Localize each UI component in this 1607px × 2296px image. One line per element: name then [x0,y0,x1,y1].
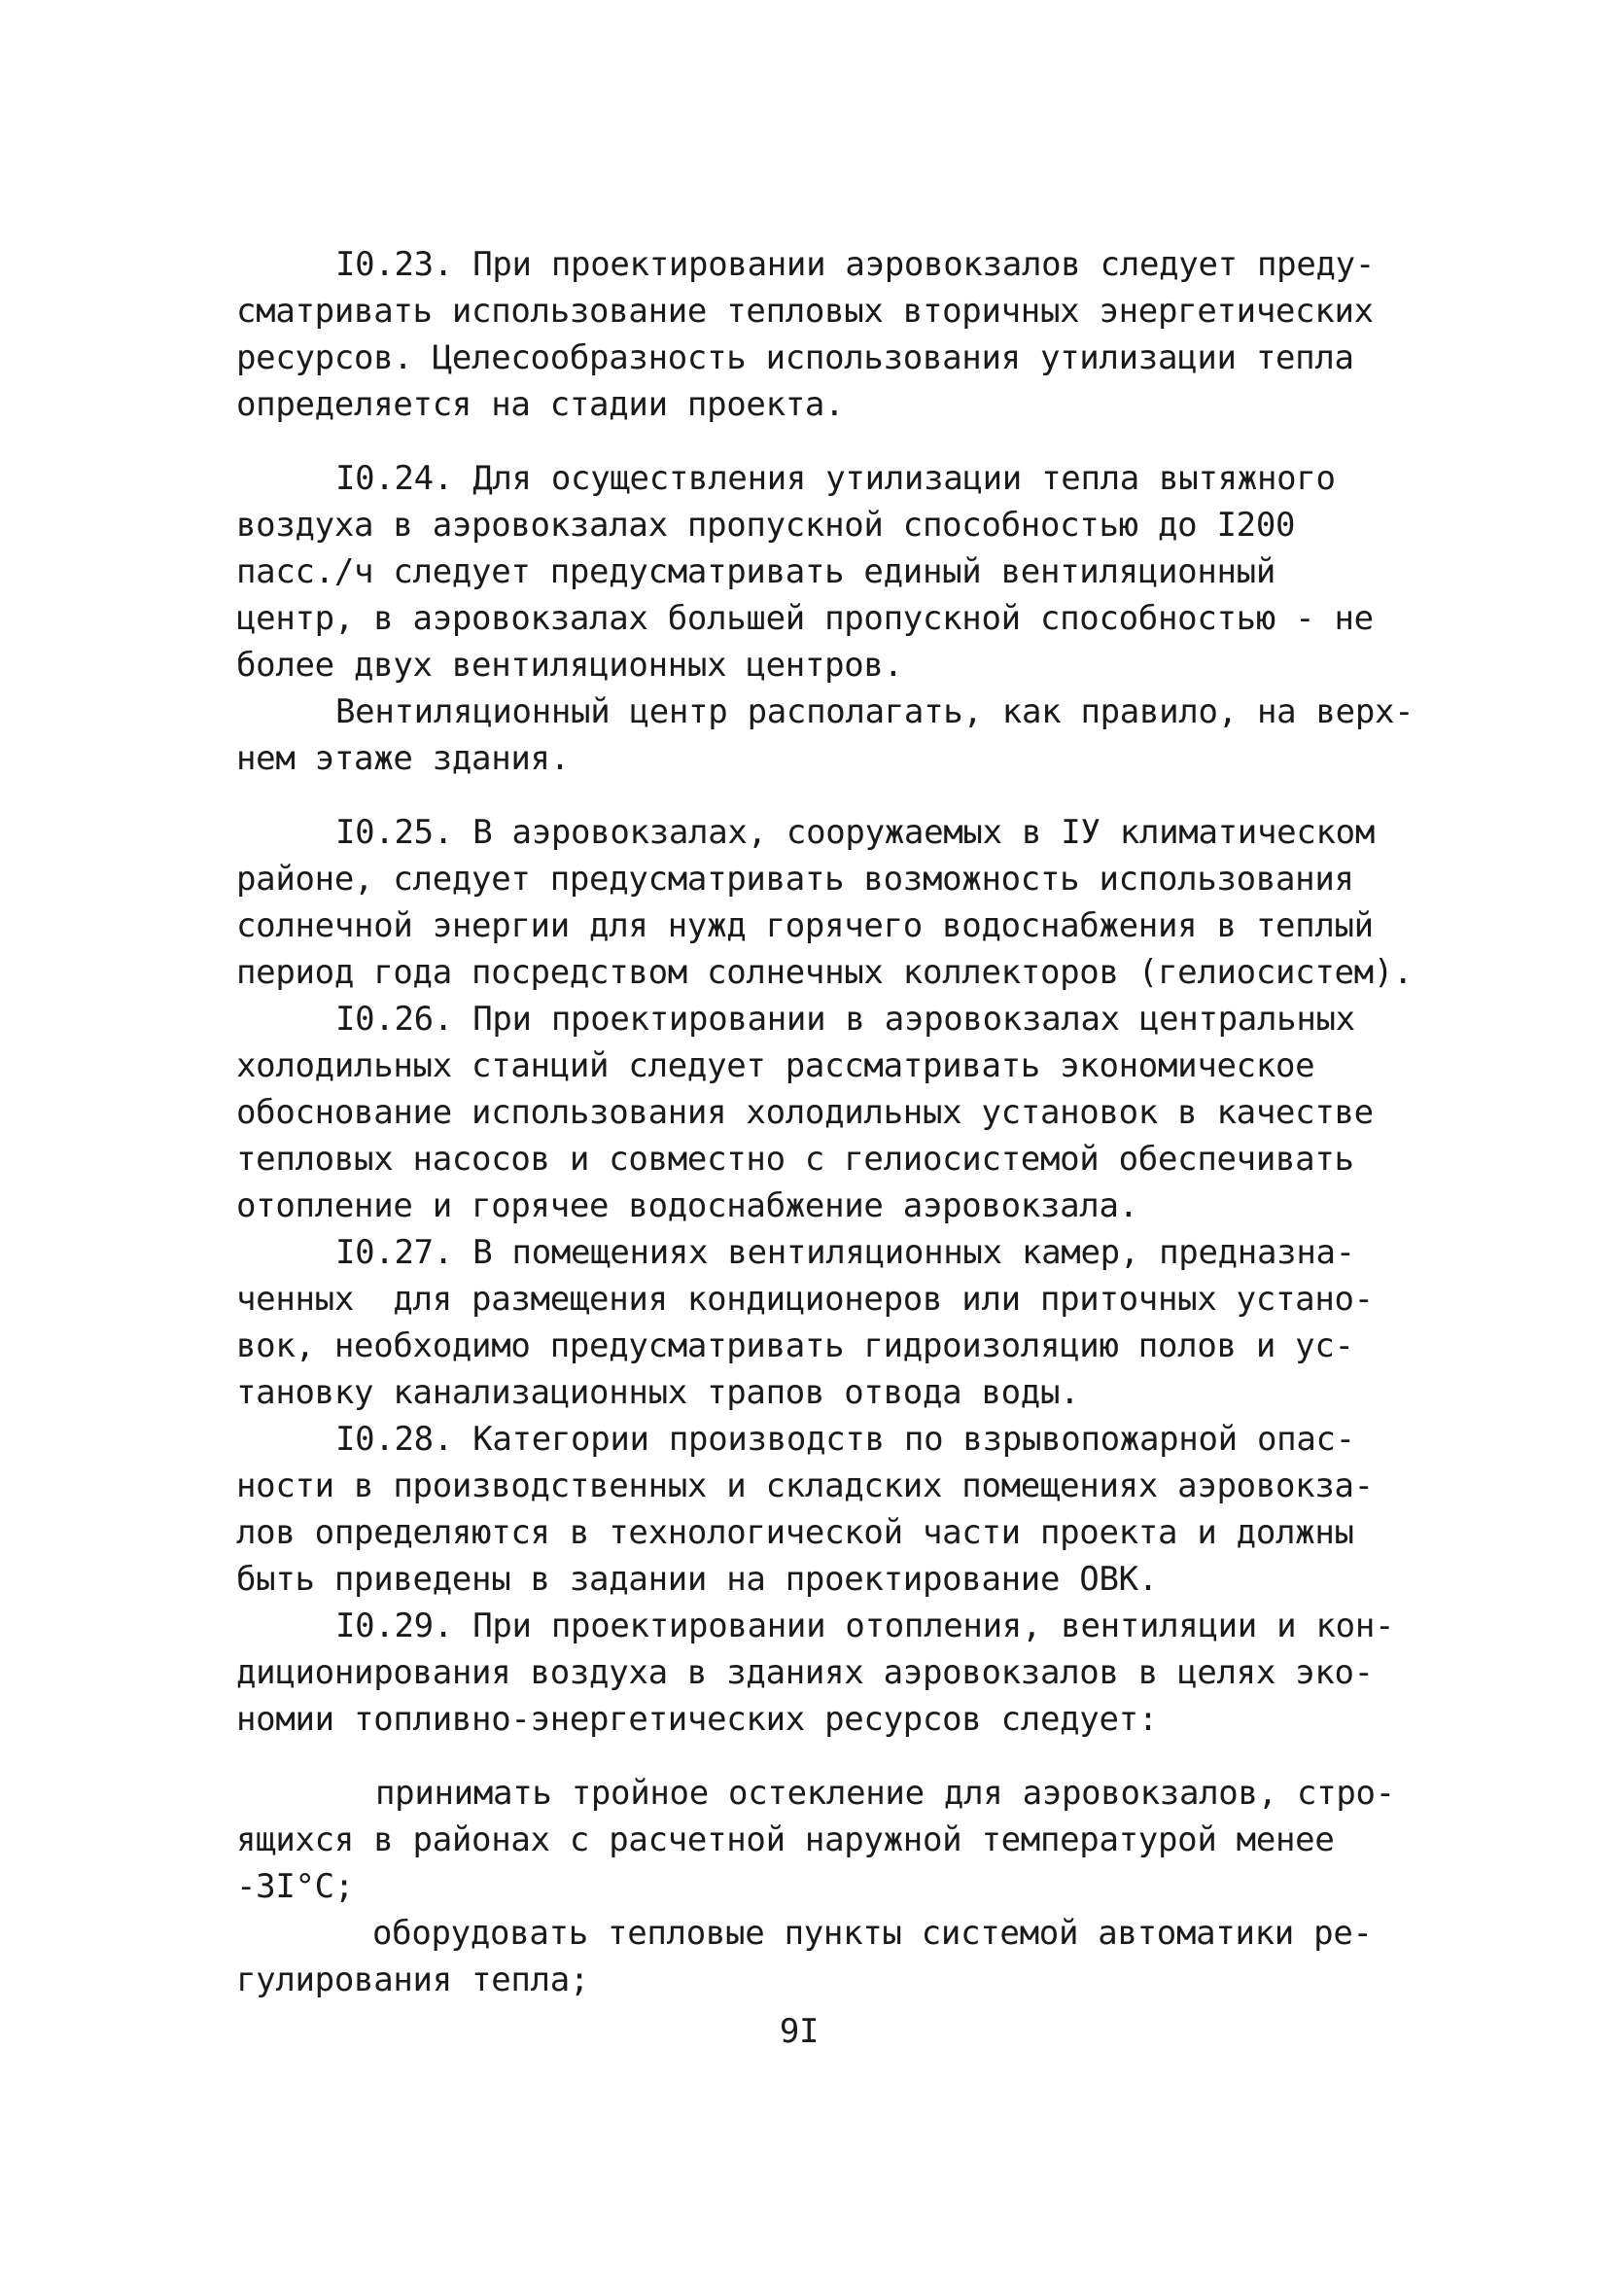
text-line: определяется на стадии проекта. [236,385,845,424]
list-item-line: принимать тройное остекление для аэровокзалов, стро- [375,1774,1395,1813]
list-item-line: ящихся в районах с расчетной наружной температурой менее [236,1820,1335,1859]
paragraph-10-24 [236,455,1415,782]
text-line: сматривать использование тепловых вторичных энергетических [236,292,1374,331]
text-line: I0.29. При проектировании отопления, вентиляции и кон- [335,1607,1395,1645]
text-line: I0.28. Категории производств по взрывопожарной опас- [335,1420,1355,1459]
text-line: отопление и горячее водоснабжение аэровокзала. [236,1186,1138,1225]
text-line: холодильных станций следует рассматривать экономическое [236,1046,1315,1085]
text-line: нем этаже здания. [236,739,570,778]
text-line: I0.26. При проектировании в аэровокзалах центральных [335,1000,1355,1039]
text-line: более двух вентиляционных центров. [236,646,903,685]
text-line: Вентиляционный центр располагать, как правило, на верх- [335,692,1415,731]
text-line: пасс./ч следует предусматривать единый вентиляционный [236,552,1275,591]
measures-list [236,1770,1395,2003]
text-line: период года посредством солнечных коллекторов (гелиосистем). [236,953,1414,992]
text-line: ченных для размещения кондиционеров или приточных устано- [236,1280,1374,1319]
text-line: районе, следует предусматривать возможность использования [236,860,1354,899]
text-line: I0.23. При проектировании аэровокзалов следует преду- [335,245,1375,284]
paragraph-gap [236,782,1383,809]
paragraph-gap [236,1743,1383,1770]
text-line: воздуха в аэровокзалах пропускной способностью до I200 [236,506,1296,545]
text-line: диционирования воздуха в зданиях аэровокзалов в целях эко- [236,1653,1374,1692]
list-item-line: -3I°С; [236,1867,355,1906]
text-line: лов определяются в технологической части проекта и должны [236,1513,1354,1552]
list-item-line: оборудовать тепловые пункты системой автоматики ре- [372,1914,1373,1953]
text-line: обоснование использования холодильных установок в качестве [236,1093,1374,1132]
text-line: I0.24. Для осуществления утилизации тепла вытяжного [335,459,1336,498]
list-item-line: гулирования тепла; [236,1960,590,1999]
text-line: I0.25. В аэровокзалах, сооружаемых в IУ климатическом [335,813,1375,852]
document-body [236,241,1415,2003]
text-line: тановку канализационных трапов отвода воды. [236,1373,1080,1412]
text-line: I0.27. В помещениях вентиляционных камер, предназна- [335,1233,1355,1272]
page-number: 9I [779,2012,820,2051]
text-line: быть приведены в задании на проектирование ОВК. [236,1560,1158,1599]
text-line: вок, необходимо предусматривать гидроизоляцию полов и ус- [236,1326,1354,1365]
paragraph-10-23 [236,241,1383,428]
paragraph-gap [236,428,1383,455]
text-line: тепловых насосов и совместно с гелиосистемой обеспечивать [236,1140,1354,1179]
text-line: номии топливно-энергетических ресурсов следует: [236,1700,1158,1739]
text-line: солнечной энергии для нужд горячего водоснабжения в теплый [236,906,1374,945]
text-line: центр, в аэровокзалах большей пропускной способностью - не [236,599,1374,638]
text-line: ности в производственных и складских помещениях аэровокза- [236,1466,1374,1505]
paragraph-10-25-to-10-29 [236,809,1414,1743]
text-line: ресурсов. Целесообразность использования утилизации тепла [236,338,1354,377]
